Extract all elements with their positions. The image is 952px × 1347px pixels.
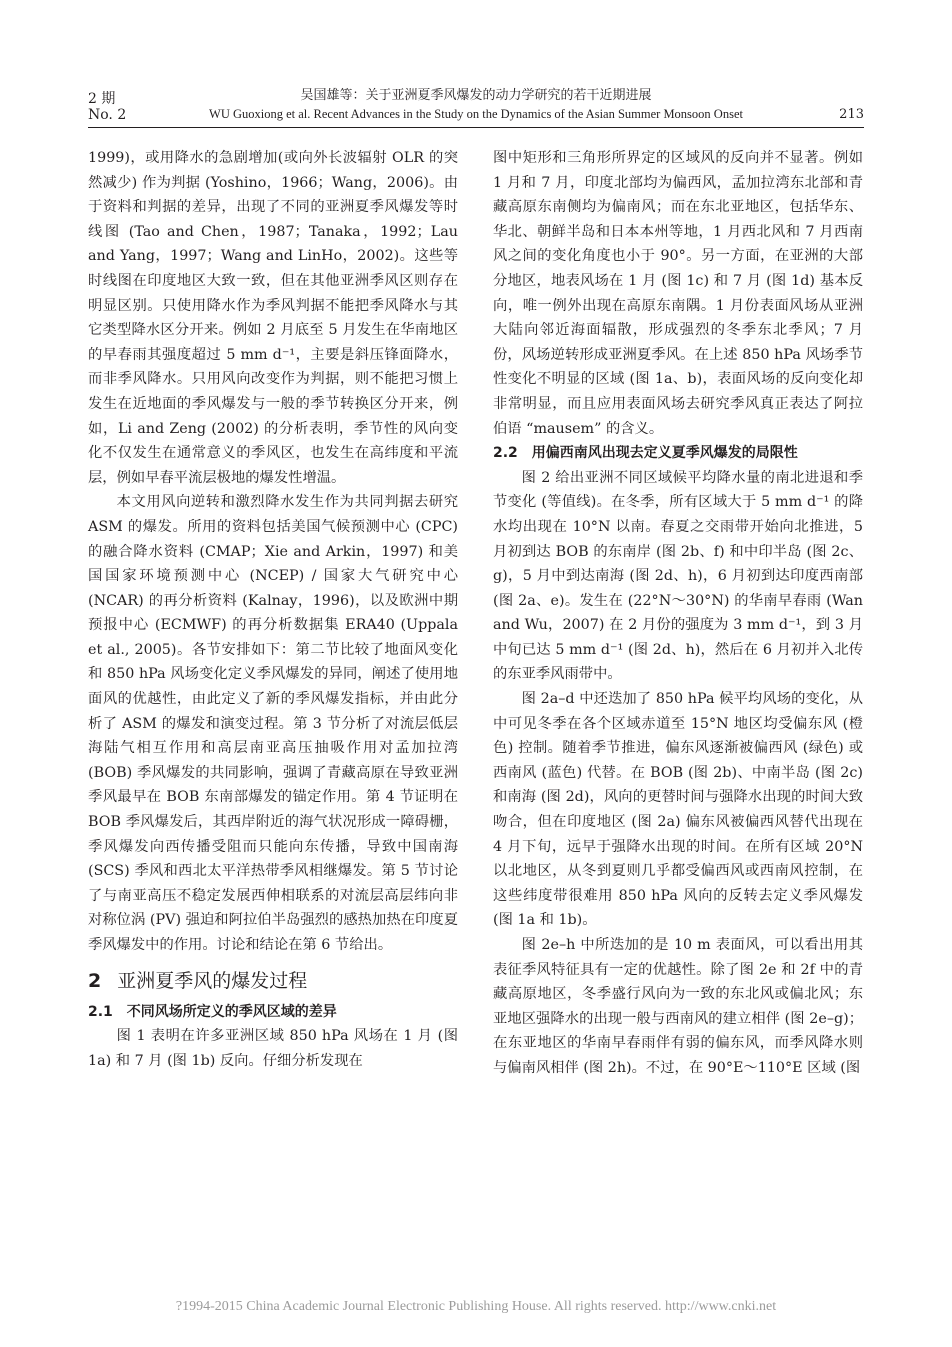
paragraph-surface-wind: 图 2e–h 中所迭加的是 10 m 表面风，可以看出用其表征季风特征具有一定的优越性。除了图 2e 和 2f 中的青藏高原地区，冬季盛行风向为一致的东北风或偏北风；东亚地区强降水的出现一般与西南风的建立相伴 (图 2e–g)；在东亚地区的华南早春雨伴有弱的偏东风，而季风降水则与偏南风相伴 (图 2h)。不过，在 90°E～110°E 区域 (图 xyxy=(493,937,863,1076)
left-column xyxy=(88,146,458,1073)
paragraph-fig1: 图 1 表明在许多亚洲区域 850 hPa 风场在 1 月 (图 1a) 和 7 月 (图 1b) 反向。仔细分析发现在 xyxy=(88,1028,458,1069)
section-heading-2 xyxy=(88,966,458,996)
paragraph-outline: 本文用风向逆转和激烈降水发生作为共同判据去研究 ASM 的爆发。所用的资料包括美国气候预测中心 (CPC) 的融合降水资料 (CMAP；Xie and Arkin，1997) 和美国国家环境预测中心 (NCEP) / 国家大气研究中心 (NCAR) 的再分析资料 (Kalnay，1996)，以及欧洲中期预报中心 (ECMWF) 的再分析数据集 ERA40 (Uppala et al., 2005)。各节安排如下：第二节比较了地面风变化和 850 hPa 风场变化定义季风爆发的异同，阐述了使用地面风的优越性，由此定义了新的季风爆发指标，并由此分析了 ASM 的爆发和演变过程。第 3 节分析了对流层低层海陆气相互作用和高层南亚高压抽吸作用对孟加拉湾 (BOB) 季风爆发的共同影响，强调了青藏高原在导致亚洲季风最早在 BOB 东南部爆发的锚定作用。第 4 节证明在 BOB 季风爆发后，其西岸附近的海气状况形成一障碍栅，季风爆发向西传播受阻而只能向东传播，导致中国南海 (SCS) 季风和西北太平洋热带季风相继爆发。第 5 节讨论了与南亚高压不稳定发展西伸相联系的对流层高层纬向非对称位涡 (PV) 强迫和阿拉伯半岛强烈的感热加热在印度夏季风爆发中的作用。讨论和结论在第 6 节给出。 xyxy=(88,494,458,953)
header-rule xyxy=(88,127,864,128)
copyright-footer: ?1994-2015 China Academic Journal Electronic Publishing House. All rights reserved. http://www.cnki.net xyxy=(175,1299,777,1314)
page-number: 213 xyxy=(839,107,864,122)
section-number: 2 xyxy=(88,969,102,992)
section-title: 亚洲夏季风的爆发过程 xyxy=(117,969,308,992)
paragraph-continued-right: 图中矩形和三角形所界定的区域风的反向并不显著。例如 1 月和 7 月，印度北部均为偏西风，孟加拉湾东北部和青藏高原东南侧均为偏南风；而在东北亚地区，包括华东、华北、朝鲜半岛和日本本州等地，1 月西北风和 7 月西南风之间的变化角度也小于 90°。另一方面，在亚洲的大部分地区，地表风场在 1 月 (图 1c) 和 7 月 (图 1d) 基本反向，唯一例外出现在高原东南隅。1 月份表面风场从亚洲大陆向邻近海面辐散，形成强烈的冬季东北季风；7 月份，风场逆转形成亚洲夏季风。在上述 850 hPa 风场季节性变化不明显的区域 (图 1a、b)，表面风场的反向变化却非常明显，而且应用表面风场去研究季风真正表达了阿拉伯语 “mausem” 的含义。 xyxy=(493,150,863,437)
right-column xyxy=(493,146,863,1081)
paragraph-fig2-wind: 图 2a–d 中还迭加了 850 hPa 候平均风场的变化，从中可见冬季在各个区域赤道至 15°N 地区均受偏东风 (橙色) 控制。随着季节推进，偏东风逐渐被偏西风 (绿色) 或西南风 (蓝色) 代替。在 BOB (图 2b)、中南半岛 (图 2c) 和南海 (图 2d)，风向的更替时间与强降水出现的时间大致吻合，但在印度地区 (图 2a) 偏东风被偏西风替代出现在 4 月下旬，远早于强降水出现的时间。在所有区域 20°N 以北地区，从冬到夏则几乎都受偏西风或西南风控制，在这些纬度带很难用 850 hPa 风向的反转去定义季风爆发 (图 1a 和 1b)。 xyxy=(493,691,863,929)
running-title-en: WU Guoxiong et al. Recent Advances in the Study on the Dynamics of the Asian Summer Monsoon Onset xyxy=(209,107,743,121)
running-title-cn: 吴国雄等：关于亚洲夏季风爆发的动力学研究的若干近期进展 xyxy=(300,88,652,103)
issue-number-cn: 2 期 xyxy=(88,91,116,107)
issue-number-en: No. 2 xyxy=(88,107,127,123)
subsection-heading-2-1: 2.1 不同风场所定义的季风区域的差异 xyxy=(88,1003,337,1020)
paragraph-continued: 1999)，或用降水的急剧增加(或向外长波辐射 OLR 的突然减少) 作为判据 (Yoshino，1966；Wang，2006)。由于资料和判据的差异，出现了不同的亚洲夏季风爆发等时线图 (Tao and Chen，1987；Tanaka，1992；Lau and Yang，1997；Wang and LinHo，2002)。这些等时线图在印度地区大致一致，但在其他亚洲季风区则存在明显区别。只使用降水作为季风判据不能把季风降水与其它类型降水区分开来。例如 2 月底至 5 月发生在华南地区的早春雨其强度超过 5 mm d⁻¹，主要是斜压锋面降水，而非季风降水。只用风向改变作为判据，则不能把习惯上发生在近地面的季风爆发与一般的季节转换区分开来，例如，Li and Zeng (2002) 的分析表明，季节性的风向变化不仅发生在通常意义的季风区，也发生在高纬度和平流层，例如早春平流层极地的爆发性增温。 xyxy=(88,150,458,486)
paragraph-fig2: 图 2 给出亚洲不同区域候平均降水量的南北进退和季节变化 (等值线)。在冬季，所有区域大于 5 mm d⁻¹ 的降水均出现在 10°N 以南。春夏之交雨带开始向北推进，5 月初到达 BOB 的东南岸 (图 2b、f) 和中印半岛 (图 2c、g)，5 月中到达南海 (图 2d、h)，6 月初到达印度西南部 (图 2a、e)。发生在 (22°N～30°N) 的华南早春雨 (Wan and Wu，2007) 在 2 月份的强度为 3 mm d⁻¹，到 3 月中旬已达 5 mm d⁻¹ (图 2d、h)，然后在 6 月初并入北传的东亚季风雨带中。 xyxy=(493,469,863,683)
subsection-heading-2-2: 2.2 用偏西南风出现去定义夏季风爆发的局限性 xyxy=(493,445,798,462)
running-header xyxy=(88,80,864,130)
